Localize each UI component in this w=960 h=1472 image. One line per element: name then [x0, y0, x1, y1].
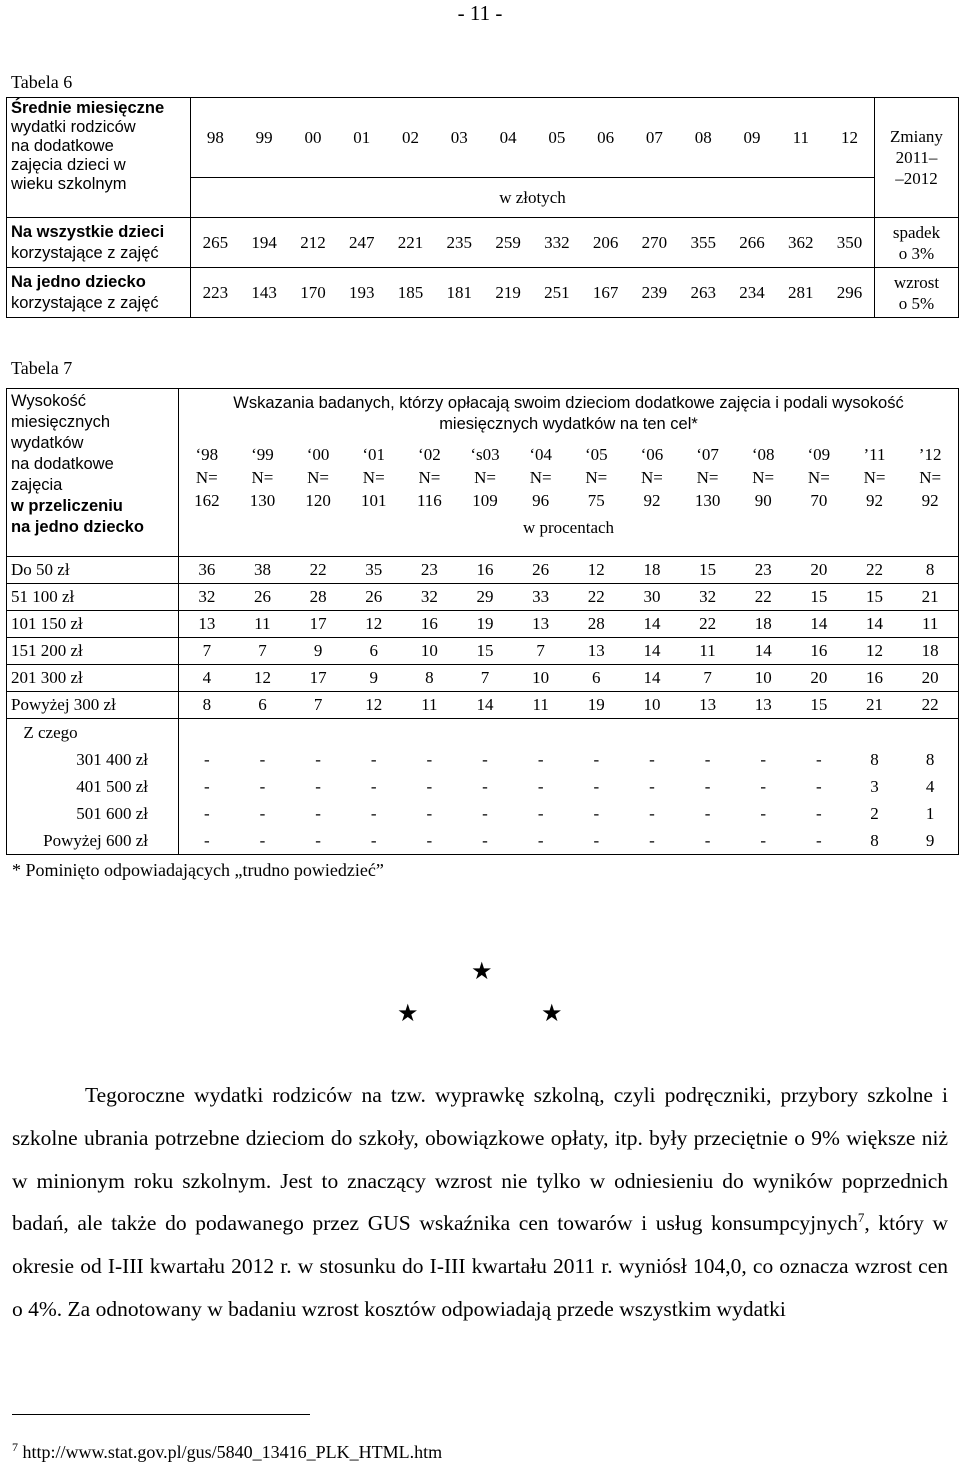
footnote-reference[interactable]: 7: [857, 1210, 865, 1226]
table-cell: 21: [866, 695, 883, 714]
table-cell: 14: [866, 614, 883, 633]
sample-label: N=: [752, 468, 775, 487]
table-cell: 247: [348, 232, 375, 252]
table-cell: 234: [739, 282, 765, 302]
table-6-caption: Tabela 6: [11, 72, 73, 92]
year-label: ’12: [918, 445, 942, 464]
year-label: 05: [548, 127, 566, 147]
sample-size: 130: [249, 491, 276, 510]
table-7: [6, 388, 959, 855]
table-cell: 23: [754, 560, 772, 579]
table-cell: 212: [300, 232, 326, 252]
table-cell: 14: [476, 695, 494, 714]
table-cell: 10: [420, 641, 438, 660]
table-cell: 7: [480, 668, 490, 687]
sub-row-label: 301 400 zł: [76, 750, 148, 769]
year-label: 12: [841, 127, 859, 147]
table-cell: 355: [690, 232, 716, 252]
table-cell: -: [760, 777, 767, 796]
table-cell: 9: [369, 668, 378, 687]
year-column-header: [293, 443, 343, 512]
table-cell: -: [203, 831, 210, 850]
table-cell: 15: [866, 587, 883, 606]
table-cell: 19: [587, 695, 605, 714]
table-cell: 181: [446, 282, 473, 302]
table-cell: 221: [397, 232, 424, 252]
table-cell: 296: [836, 282, 863, 302]
sample-size: 92: [643, 491, 661, 510]
table-cell: 11: [254, 614, 271, 633]
table-cell: 32: [699, 587, 717, 606]
table-cell: 29: [476, 587, 494, 606]
sub-row-label: 501 600 zł: [76, 804, 148, 823]
sample-size: 162: [194, 491, 220, 510]
table-cell: 22: [309, 560, 327, 579]
table-cell: -: [816, 750, 822, 769]
sample-size: 120: [305, 491, 331, 510]
table-7-caption: Tabela 7: [11, 358, 73, 378]
table-cell: 263: [690, 282, 716, 302]
year-label: 00: [304, 127, 322, 147]
star-ornament-icon: ★: [541, 1001, 563, 1027]
year-column-header: [850, 443, 900, 512]
year-label: ‘04: [529, 445, 552, 464]
table-cell: -: [593, 804, 600, 823]
sample-size: 109: [472, 491, 498, 510]
table-cell: -: [704, 831, 711, 850]
table-cell: -: [760, 804, 767, 823]
table-cell: 8: [925, 560, 935, 579]
table-cell: 265: [202, 232, 229, 252]
sample-size: 90: [754, 491, 772, 510]
sample-label: N=: [807, 468, 830, 487]
row-label: 151 200 zł: [7, 638, 179, 665]
table-6-years: [191, 98, 875, 178]
table-cell: 16: [866, 668, 883, 687]
body-paragraph: Tegoroczne wydatki rodziców na tzw. wyprawkę szkolną, czyli podręczniki, przybory szkolne i szkolne ubrania potrzebne dzieciom do szkoły, obowiązkowe opłaty, itp. były przeciętnie o 9% większe niż w minionym roku szkolnym. Jest to znaczący wzrost nie tylko w odniesieniu do wyników poprzednich badań, ale także do podawanego przez GUS wskaźnika cen towarów i usług konsumpcyjnych$^7$, który w okresie od I-III kwartału 2012 r. w stosunku do I-III kwartału 2011 r. wyniósł 104,0, co oznacza wzrost cen o 4%. Za odnotowany w badaniu wzrost kosztów odpowiadają przede wszystkim wydatki: [12, 1083, 948, 1321]
table-6-header-label: Średnie miesięczne wydatki rodziców na dodatkowe zajęcia dzieci w wieku szkolnym: [7, 98, 191, 218]
table-cell: 251: [544, 282, 570, 302]
table-cell: -: [426, 777, 433, 796]
table-cell: -: [482, 777, 488, 796]
table-cell: -: [593, 831, 600, 850]
year-label: 07: [645, 127, 663, 147]
table-cell: -: [760, 750, 767, 769]
table-cell: 7: [536, 641, 545, 660]
table-cell: 28: [587, 614, 605, 633]
year-label: 02: [402, 127, 420, 147]
table-cell: -: [537, 804, 544, 823]
table-row: [7, 584, 959, 611]
star-ornament-icon: ★: [397, 1001, 419, 1027]
table-row: [7, 692, 959, 719]
table-cell: 15: [810, 695, 828, 714]
table-6-change: spadek o 3%: [875, 218, 959, 268]
table-cell: 38: [253, 560, 271, 579]
table-cell: 18: [754, 614, 772, 633]
table-cell: -: [649, 831, 655, 850]
table-cell: 10: [754, 668, 772, 687]
table-cell: 15: [810, 587, 828, 606]
year-column-header: [683, 443, 733, 512]
sample-size: 101: [360, 491, 387, 510]
table-cell: 19: [476, 614, 494, 633]
table-cell: -: [704, 777, 711, 796]
table-cell: 7: [258, 641, 267, 660]
table-cell: 219: [495, 282, 521, 302]
table-cell: -: [704, 804, 711, 823]
table-cell: 11: [421, 695, 438, 714]
sample-size: 92: [866, 491, 883, 510]
footnote: $^7$ http://www.stat.gov.pl/gus/5840_13416_PLK_HTML.htm: [12, 1440, 443, 1462]
table-cell: 18: [921, 641, 939, 660]
sample-label: N=: [195, 468, 218, 487]
table-cell: 13: [532, 614, 550, 633]
year-column-header: [738, 443, 788, 512]
table-row: [7, 665, 959, 692]
table-7-header: [179, 389, 959, 557]
table-cell: 7: [703, 668, 712, 687]
table-cell: 11: [532, 695, 549, 714]
table-cell: 193: [348, 282, 375, 302]
table-cell: -: [315, 750, 321, 769]
table-cell: 28: [309, 587, 327, 606]
year-label: ‘99: [251, 445, 274, 464]
table-cell: 30: [643, 587, 661, 606]
year-label: ‘06: [640, 445, 664, 464]
table-cell: 32: [420, 587, 438, 606]
row-values: [179, 611, 959, 638]
table-cell: 13: [198, 614, 216, 633]
table-cell: -: [315, 831, 321, 850]
table-cell: 20: [810, 668, 828, 687]
table-cell: 23: [420, 560, 438, 579]
table-cell: 6: [258, 695, 267, 714]
table-cell: 16: [810, 641, 828, 660]
sub-row-values: [179, 773, 958, 800]
year-label: 06: [597, 127, 615, 147]
table-cell: -: [315, 804, 321, 823]
table-6: [6, 97, 959, 318]
table-cell: -: [315, 777, 321, 796]
table-cell: -: [760, 831, 767, 850]
table-6-row: [191, 268, 875, 318]
row-label: Powyżej 300 zł: [7, 692, 179, 719]
sample-label: N=: [418, 468, 441, 487]
table-cell: -: [259, 750, 266, 769]
table-cell: 185: [397, 282, 424, 302]
table-7-sub-values: [179, 719, 959, 855]
sample-size: 92: [921, 491, 939, 510]
year-label: 99: [255, 127, 273, 147]
table-cell: 8: [870, 831, 879, 850]
row-label: 51 100 zł: [7, 584, 179, 611]
year-column-header: [460, 443, 510, 512]
table-cell: -: [426, 750, 433, 769]
sample-label: N=: [529, 468, 552, 487]
table-cell: 6: [369, 641, 378, 660]
year-label: ‘00: [306, 445, 330, 464]
table-cell: 8: [425, 668, 434, 687]
table-cell: -: [259, 804, 266, 823]
footnote-divider: [12, 1414, 310, 1415]
table-7-description: Wskazania badanych, którzy opłacają swoim dzieciom dodatkowe zajęcia i podali wysokość miesięcznych wydatków na ten cel*: [233, 394, 904, 433]
table-cell: 4: [925, 777, 935, 796]
table-cell: 17: [309, 614, 327, 633]
sample-size: 70: [810, 491, 828, 510]
sub-row-values: [179, 746, 958, 773]
table-cell: 9: [313, 641, 323, 660]
row-values: [179, 692, 959, 719]
year-column-header: [237, 443, 287, 512]
table-cell: 362: [788, 232, 814, 252]
row-label: Do 50 zł: [7, 557, 179, 584]
table-cell: 16: [420, 614, 438, 633]
table-cell: -: [370, 777, 377, 796]
table-cell: 11: [921, 614, 939, 633]
table-6-changes-header: Zmiany 2011– –2012: [875, 98, 959, 218]
table-cell: -: [370, 750, 377, 769]
table-7-header-label: Wysokość miesięcznych wydatków na dodatkowe zajęcia w przeliczeniu na jedno dziecko: [7, 389, 179, 557]
year-label: 08: [694, 127, 712, 147]
table-cell: 7: [202, 641, 212, 660]
table-cell: -: [649, 804, 655, 823]
year-label: 11: [792, 127, 809, 147]
table-cell: 223: [202, 282, 229, 302]
star-ornament-icon: ★: [471, 959, 493, 985]
table-cell: 15: [699, 560, 717, 579]
table-cell: 16: [476, 560, 494, 579]
year-label: ’11: [863, 445, 886, 464]
table-7-years: [179, 443, 958, 512]
table-cell: 17: [309, 668, 327, 687]
table-cell: 12: [365, 695, 383, 714]
table-cell: -: [816, 777, 822, 796]
year-label: 01: [353, 127, 371, 147]
table-cell: -: [482, 831, 488, 850]
table-cell: -: [370, 804, 377, 823]
table-cell: -: [704, 750, 711, 769]
table-cell: 22: [699, 614, 717, 633]
table-cell: 12: [866, 641, 883, 660]
sample-label: N=: [641, 468, 663, 487]
year-column-header: [627, 443, 677, 512]
year-column-header: [905, 443, 955, 512]
table-7-footnote: * Pominięto odpowiadających „trudno powiedzieć”: [12, 860, 384, 880]
table-7-unit: w procentach: [522, 518, 615, 537]
table-cell: -: [537, 750, 544, 769]
table-cell: 4: [202, 668, 212, 687]
year-label: 09: [743, 127, 761, 147]
table-cell: 13: [587, 641, 605, 660]
year-column-header: [794, 443, 844, 512]
sample-label: N=: [919, 468, 942, 487]
table-cell: 14: [643, 668, 661, 687]
table-cell: 22: [754, 587, 772, 606]
row-values: [179, 557, 959, 584]
table-cell: 13: [699, 695, 717, 714]
table-6-row-label: Na jedno dziecko korzystające z zajęć: [7, 268, 191, 318]
table-cell: -: [816, 804, 822, 823]
table-cell: 235: [446, 232, 473, 252]
table-6-row-label: Na wszystkie dzieci korzystające z zajęć: [7, 218, 191, 268]
table-cell: 10: [532, 668, 550, 687]
table-cell: 8: [202, 695, 212, 714]
table-cell: -: [259, 831, 266, 850]
table-cell: -: [537, 831, 544, 850]
table-cell: -: [593, 750, 600, 769]
table-cell: 270: [641, 232, 668, 252]
sample-label: N=: [362, 468, 385, 487]
table-cell: 170: [300, 282, 326, 302]
year-label: ‘98: [195, 445, 219, 464]
year-label: ‘09: [807, 445, 831, 464]
table-cell: 6: [592, 668, 601, 687]
table-cell: 239: [641, 282, 668, 302]
year-label: ‘08: [751, 445, 775, 464]
table-cell: -: [482, 804, 488, 823]
table-cell: 32: [198, 587, 216, 606]
table-cell: 143: [251, 282, 277, 302]
table-cell: 14: [754, 641, 772, 660]
table-cell: 26: [532, 560, 550, 579]
year-label: 04: [499, 127, 517, 147]
table-cell: 20: [921, 668, 939, 687]
table-6-unit: w złotych: [191, 178, 875, 218]
table-cell: 167: [592, 282, 619, 302]
table-cell: -: [649, 777, 655, 796]
sample-label: N=: [307, 468, 330, 487]
table-cell: 1: [925, 804, 935, 823]
table-cell: 9: [925, 831, 935, 850]
row-label: 201 300 zł: [7, 665, 179, 692]
table-cell: 12: [253, 668, 271, 687]
table-cell: -: [370, 831, 377, 850]
table-cell: 350: [836, 232, 863, 252]
row-values: [179, 584, 959, 611]
sub-row-label: 401 500 zł: [76, 777, 148, 796]
sample-size: 75: [587, 491, 605, 510]
footnote-url[interactable]: http://www.stat.gov.pl/gus/5840_13416_PLK_HTML.htm: [18, 1442, 443, 1462]
table-cell: 14: [643, 614, 661, 633]
year-label: ‘02: [418, 445, 441, 464]
table-cell: 26: [253, 587, 271, 606]
year-column-header: [404, 443, 454, 512]
table-cell: 3: [870, 777, 879, 796]
row-label: 101 150 zł: [7, 611, 179, 638]
table-cell: 8: [925, 750, 935, 769]
year-label: 03: [450, 127, 468, 147]
table-cell: 22: [866, 560, 883, 579]
year-column-header: [571, 443, 621, 512]
table-6-row: [191, 218, 875, 268]
table-cell: 12: [587, 560, 605, 579]
table-cell: -: [203, 777, 210, 796]
table-cell: 13: [754, 695, 772, 714]
sample-label: N=: [696, 468, 719, 487]
table-cell: -: [593, 777, 600, 796]
sub-row-label: Powyżej 600 zł: [43, 831, 148, 850]
year-label: 98: [206, 127, 224, 147]
table-cell: 281: [788, 282, 814, 302]
table-cell: 20: [810, 560, 828, 579]
year-label: ‘07: [696, 445, 719, 464]
sample-label: N=: [474, 468, 496, 487]
table-7-sub-labels: [7, 719, 179, 855]
table-cell: 15: [476, 641, 494, 660]
table-cell: 26: [365, 587, 383, 606]
table-cell: -: [203, 804, 210, 823]
year-column-header: [349, 443, 399, 512]
sample-size: 130: [694, 491, 721, 510]
table-cell: 266: [739, 232, 765, 252]
table-6-change: wzrost o 5%: [875, 268, 959, 318]
year-column-header: [182, 443, 232, 512]
table-cell: 206: [592, 232, 619, 252]
row-values: [179, 638, 959, 665]
sub-row-values: [179, 827, 958, 854]
sample-label: N=: [251, 468, 274, 487]
table-cell: -: [537, 777, 544, 796]
table-row: [7, 638, 959, 665]
table-cell: 33: [532, 587, 550, 606]
sample-label: N=: [585, 468, 608, 487]
table-cell: 22: [921, 695, 939, 714]
table-cell: -: [426, 831, 433, 850]
table-cell: 12: [365, 614, 383, 633]
sample-size: 116: [416, 491, 442, 510]
table-cell: 22: [587, 587, 605, 606]
year-label: ‘s03: [470, 445, 500, 464]
year-label: ‘05: [584, 445, 608, 464]
page-number: - 11 -: [457, 1, 503, 25]
table-cell: 11: [699, 641, 716, 660]
table-cell: 2: [870, 804, 879, 823]
sample-label: N=: [863, 468, 886, 487]
table-cell: 332: [544, 232, 570, 252]
table-cell: -: [816, 831, 822, 850]
table-cell: 7: [313, 695, 323, 714]
sample-size: 96: [532, 491, 550, 510]
table-cell: 8: [870, 750, 879, 769]
table-cell: -: [426, 804, 433, 823]
table-cell: 35: [365, 560, 383, 579]
table-cell: 10: [643, 695, 661, 714]
table-cell: 18: [643, 560, 661, 579]
year-column-header: [516, 443, 566, 512]
row-values: [179, 665, 959, 692]
table-cell: 194: [251, 232, 277, 252]
table-7-sub-title: Z czego: [23, 723, 78, 742]
table-cell: -: [649, 750, 655, 769]
table-cell: 259: [495, 232, 521, 252]
table-cell: 36: [198, 560, 216, 579]
sub-row-values: [179, 800, 958, 827]
table-cell: 14: [643, 641, 661, 660]
table-cell: -: [203, 750, 210, 769]
table-row: [7, 557, 959, 584]
table-row: [7, 611, 959, 638]
table-cell: 21: [921, 587, 939, 606]
table-cell: -: [482, 750, 488, 769]
table-cell: 14: [810, 614, 828, 633]
year-label: ‘01: [362, 445, 386, 464]
table-cell: -: [259, 777, 266, 796]
